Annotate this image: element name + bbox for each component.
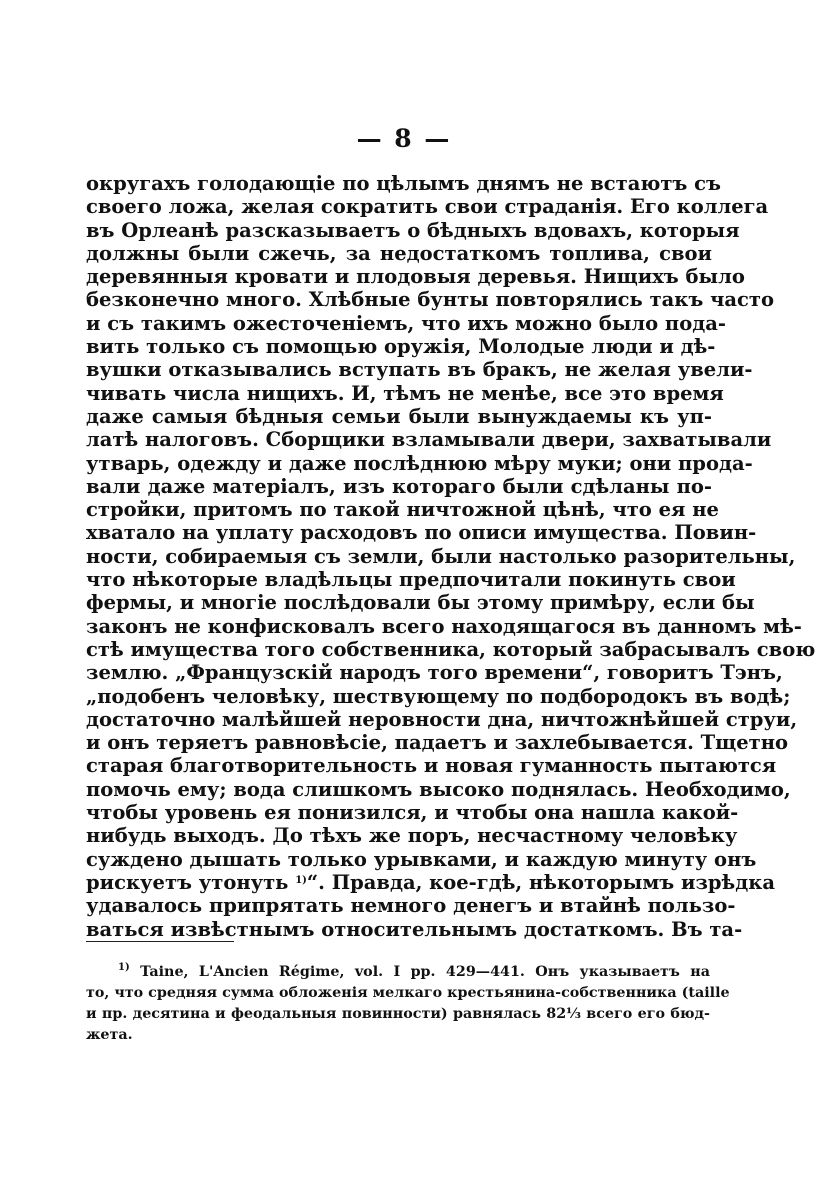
text-line: ваться извѣстнымъ относительнымъ достаткомъ. Въ та- bbox=[86, 917, 743, 941]
text-segment: “. Правда, кое-гдѣ, нѣкоторымъ изрѣдка bbox=[306, 870, 775, 894]
footnote-text: Taine, L'Ancien Régime, vol. I pp. 429—441. Онъ указываетъ на bbox=[129, 964, 710, 980]
text-line: должны были сжечь, за недостаткомъ топлива, свои bbox=[86, 241, 712, 265]
text-line: что нѣкоторые владѣльцы предпочитали покинуть свои bbox=[86, 568, 736, 592]
text-line: округахъ голодающіе по цѣлымъ днямъ не встаютъ съ bbox=[86, 172, 721, 195]
text-line: деревянныя кровати и плодовыя деревья. Нищихъ было bbox=[86, 265, 745, 289]
text-line: ности, собираемыя съ земли, были настолько разорительны, bbox=[86, 544, 796, 568]
text-line: утварь, одежду и даже послѣднюю мѣру муки; они прода- bbox=[86, 451, 753, 475]
footnote bbox=[86, 962, 730, 1046]
text-line: латѣ налоговъ. Сборщики взламывали двери, захватывали bbox=[86, 428, 772, 452]
footnote-reference[interactable]: 1) bbox=[295, 874, 307, 886]
footnote-line: жета. bbox=[86, 1027, 133, 1043]
text-line: безконечно много. Хлѣбные бунты повторялись такъ часто bbox=[86, 288, 774, 312]
footnote-marker: 1) bbox=[118, 962, 130, 973]
footnote-line: то, что средняя сумма обложенія мелкаго крестьянина-собственника (taille bbox=[86, 985, 730, 1001]
footnote-line: и пр. десятина и феодальныя повинности) равнялась 82⅓ всего его бюд- bbox=[86, 1006, 710, 1022]
text-line: стѣ имущества того собственника, который забрасывалъ свою bbox=[86, 637, 816, 661]
page-number: — 8 — bbox=[356, 124, 452, 153]
text-line: вали даже матеріалъ, изъ котораго были сдѣланы по- bbox=[86, 474, 712, 498]
text-line: стройки, притомъ по такой ничтожной цѣнѣ, что ея не bbox=[86, 498, 719, 522]
text-line: достаточно малѣйшей неровности дна, ничтожнѣйшей струи, bbox=[86, 707, 798, 731]
text-line: чивать числа нищихъ. И, тѣмъ не менѣе, все это время bbox=[86, 381, 724, 405]
text-line: своего ложа, желая сократить свои страданія. Его коллега bbox=[86, 195, 769, 219]
text-line: „подобенъ человѣку, шествующему по подбородокъ въ водѣ; bbox=[86, 684, 791, 708]
text-line: нибудь выходъ. До тѣхъ же поръ, несчастному человѣку bbox=[86, 824, 738, 848]
text-line: законъ не конфисковалъ всего находящагося въ данномъ мѣ- bbox=[86, 614, 802, 638]
main-text bbox=[86, 172, 816, 941]
text-segment: рискуетъ утонуть bbox=[86, 870, 296, 894]
text-line: вушки отказывались вступать въ бракъ, не желая увели- bbox=[86, 358, 753, 382]
text-line: суждено дышать только урывками, и каждую минуту онъ bbox=[86, 847, 757, 871]
text-line-with-footnote-ref bbox=[86, 870, 775, 894]
text-line: старая благотворительность и новая гуманность пытаются bbox=[86, 754, 777, 778]
text-line: хватало на уплату расходовъ по описи имущества. Повин- bbox=[86, 521, 757, 545]
text-line: помочь ему; вода слишкомъ высоко поднялась. Необходимо, bbox=[86, 777, 791, 801]
text-line: удавалось припрятать немного денегъ и втайнѣ пользо- bbox=[86, 894, 736, 918]
text-line: вить только съ помощью оружія, Молодые люди и дѣ- bbox=[86, 335, 716, 359]
text-line: фермы, и многіе послѣдовали бы этому примѣру, если бы bbox=[86, 591, 755, 615]
text-line: въ Орлеанѣ разсказываетъ о бѣдныхъ вдовахъ, которыя bbox=[86, 218, 740, 242]
text-line: и съ такимъ ожесточеніемъ, что ихъ можно было пода- bbox=[86, 311, 726, 335]
footnote-line bbox=[86, 962, 710, 983]
text-line: и онъ теряетъ равновѣсіе, падаетъ и захлебывается. Тщетно bbox=[86, 731, 789, 755]
text-line: даже самыя бѣдныя семьи были вынуждаемы къ уп- bbox=[86, 404, 712, 428]
text-line: чтобы уровень ея понизился, и чтобы она нашла какой- bbox=[86, 801, 739, 825]
text-line: землю. „Французскій народъ того времени“, говоритъ Тэнъ, bbox=[86, 661, 783, 685]
footnote-divider bbox=[86, 941, 234, 942]
